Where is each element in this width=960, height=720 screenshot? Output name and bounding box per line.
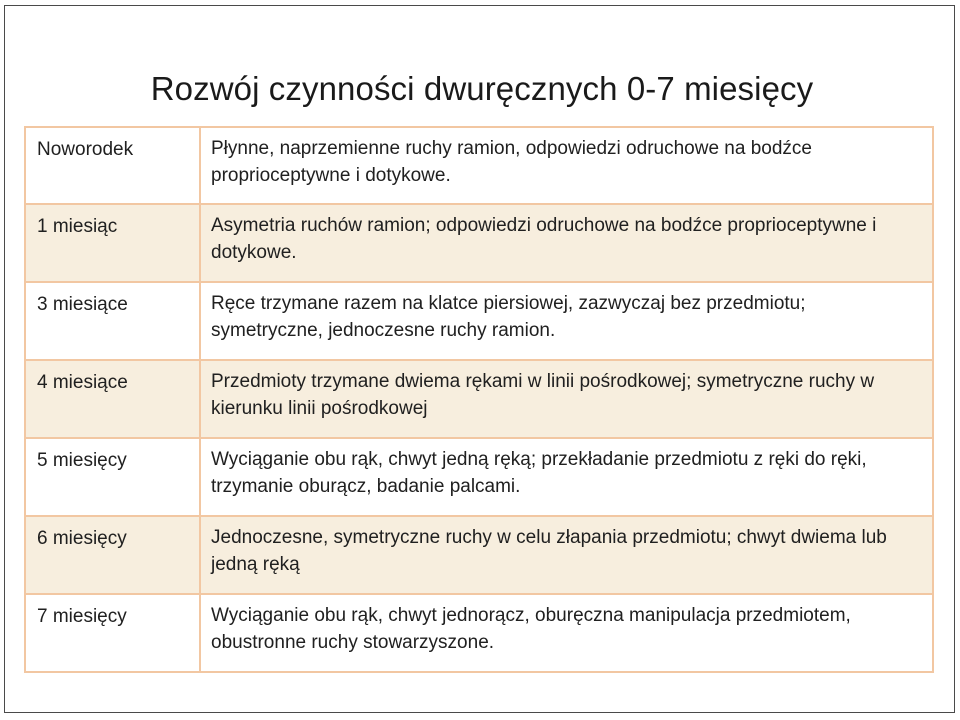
age-cell: 4 miesiące bbox=[25, 360, 200, 438]
description-cell: Wyciąganie obu rąk, chwyt jednorącz, oburęczna manipulacja przedmiotem, obustronne ruchy stowarzyszone. bbox=[200, 594, 933, 672]
table-row bbox=[25, 360, 933, 438]
description-cell: Przedmioty trzymane dwiema rękami w linii pośrodkowej; symetryczne ruchy w kierunku linii pośrodkowej bbox=[200, 360, 933, 438]
age-cell: 1 miesiąc bbox=[25, 204, 200, 282]
age-cell: 6 miesięcy bbox=[25, 516, 200, 594]
table-row bbox=[25, 204, 933, 282]
development-table bbox=[24, 126, 934, 673]
age-cell: 7 miesięcy bbox=[25, 594, 200, 672]
age-cell: 3 miesiące bbox=[25, 282, 200, 360]
table-row bbox=[25, 594, 933, 672]
table-row bbox=[25, 516, 933, 594]
age-cell: Noworodek bbox=[25, 127, 200, 204]
description-cell: Asymetria ruchów ramion; odpowiedzi odruchowe na bodźce proprioceptywne i dotykowe. bbox=[200, 204, 933, 282]
table-row bbox=[25, 282, 933, 360]
table-row bbox=[25, 127, 933, 204]
slide-title-text: Rozwój czynności dwuręcznych 0-7 miesięcy bbox=[150, 70, 814, 107]
table-row bbox=[25, 438, 933, 516]
description-cell: Wyciąganie obu rąk, chwyt jedną ręką; przekładanie przedmiotu z ręki do ręki, trzymanie oburącz, badanie palcami. bbox=[200, 438, 933, 516]
description-cell: Płynne, naprzemienne ruchy ramion, odpowiedzi odruchowe na bodźce proprioceptywne i dotykowe. bbox=[200, 127, 933, 204]
description-cell: Ręce trzymane razem na klatce piersiowej, zazwyczaj bez przedmiotu; symetryczne, jednoczesne ruchy ramion. bbox=[200, 282, 933, 360]
description-cell: Jednoczesne, symetryczne ruchy w celu złapania przedmiotu; chwyt dwiema lub jedną ręką bbox=[200, 516, 933, 594]
slide-title bbox=[0, 70, 960, 108]
age-cell: 5 miesięcy bbox=[25, 438, 200, 516]
